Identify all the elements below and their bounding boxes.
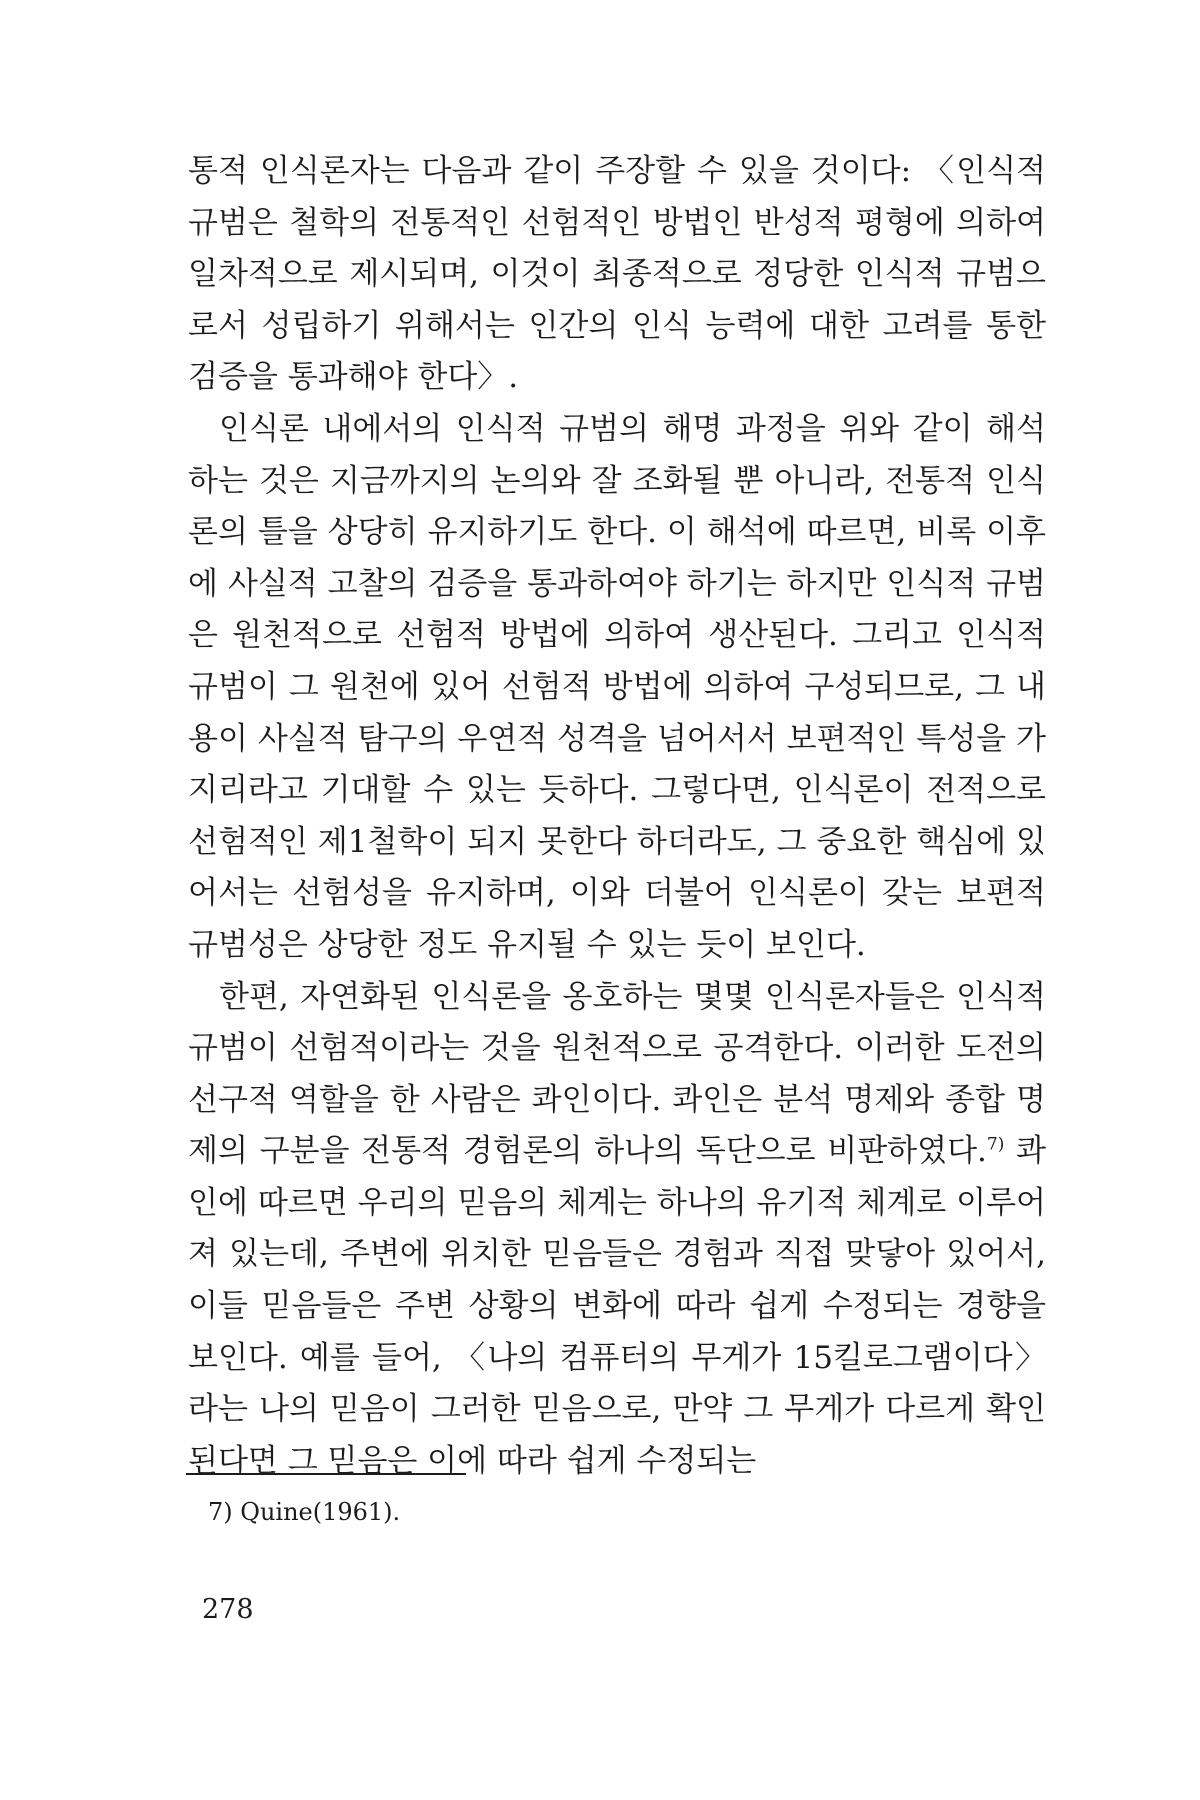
page-number: 278 <box>202 1594 254 1625</box>
paragraph-2: 인식론 내에서의 인식적 규범의 해명 과정을 위와 같이 해석하는 것은 지금까지의 논의와 잘 조화될 뿐 아니라, 전통적 인식론의 틀을 상당히 유지하기도 한다. 이 해석에 따르면, 비록 이후에 사실적 고찰의 검증을 통과하여야 하기는 하지만 인식적 규범은 원천적으로 선험적 방법에 의하여 생산된다. 그리고 인식적 규범이 그 원천에 있어 선험적 방법에 의하여 구성되므로, 그 내용이 사실적 탐구의 우연적 성격을 넘어서서 보편적인 특성을 가지리라고 기대할 수 있는 듯하다. 그렇다면, 인식론이 전적으로 선험적인 제1철학이 되지 못한다 하더라도, 그 중요한 핵심에 있어서는 선험성을 유지하며, 이와 더불어 인식론이 갖는 보편적 규범성은 상당한 정도 유지될 수 있는 듯이 보인다. <box>188 410 1046 963</box>
body-text <box>188 146 1046 1487</box>
paragraph-1: 통적 인식론자는 다음과 같이 주장할 수 있을 것이다: 〈인식적 규범은 철학의 전통적인 선험적인 방법인 반성적 평형에 의하여 일차적으로 제시되며, 이것이 최종적으로 정당한 인식적 규범으로서 성립하기 위해서는 인간의 인식 능력에 대한 고려를 통한 검증을 통과해야 한다〉. <box>188 153 1046 396</box>
footnote: 7) Quine(1961). <box>208 1498 401 1526</box>
paragraph-3-continuation: 콰인에 따르면 우리의 믿음의 체계는 하나의 유기적 체계로 이루어져 있는데, 주변에 위치한 믿음들은 경험과 직접 맞닿아 있어서, 이들 믿음들은 주변 상황의 변화에 따라 쉽게 수정되는 경향을 보인다. 예를 들어, 〈나의 컴퓨터의 무게가 15킬로그램이다〉라는 나의 믿음이 그러한 믿음으로, 만약 그 무게가 다르게 확인된다면 그 믿음은 이에 따라 쉽게 수정되는 <box>188 1133 1046 1479</box>
footnote-reference: 7) <box>986 1134 1005 1155</box>
paragraph-3 <box>188 972 1046 1488</box>
paragraph-3-text: 한편, 자연화된 인식론을 옹호하는 몇몇 인식론자들은 인식적 규범이 선험적이라는 것을 원천적으로 공격한다. 이러한 도전의 선구적 역할을 한 사람은 콰인이다. 콰인은 분석 명제와 종합 명제의 구분을 전통적 경험론의 하나의 독단으로 비판하였다. <box>188 978 1046 1170</box>
footnote-divider <box>186 1473 466 1475</box>
